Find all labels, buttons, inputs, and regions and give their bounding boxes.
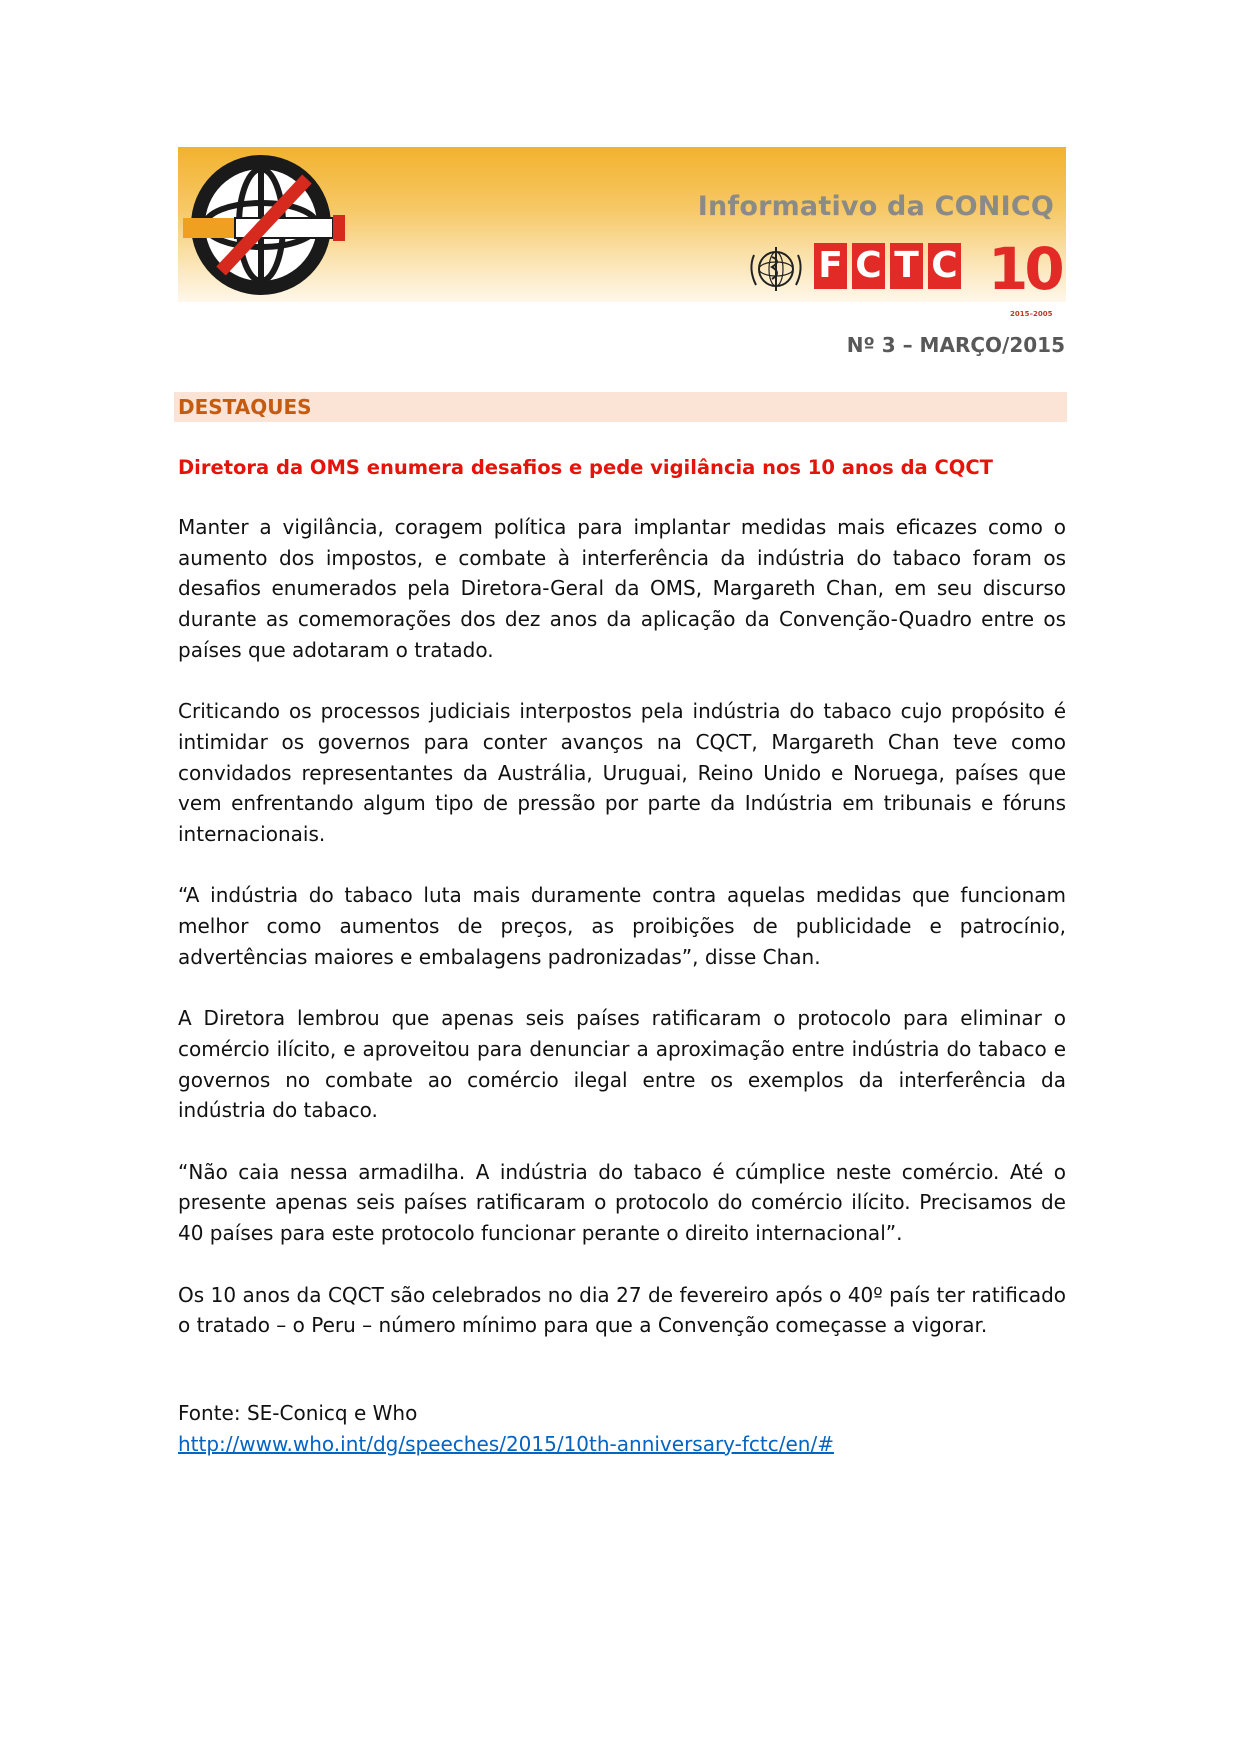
fctc-letter: C (852, 243, 885, 289)
banner-title: Informativo da CONICQ (697, 191, 1054, 222)
article-paragraph: “A indústria do tabaco luta mais duramente contra aquelas medidas que funcionam melhor como aumentos de preços, as proibições de publicidade e patrocínio, advertências maiores e embalagens padronizadas”, disse Chan. (178, 883, 1066, 969)
article-paragraph: Manter a vigilância, coragem política para implantar medidas mais eficazes como o aumento dos impostos, e combate à interferência da indústria do tabaco foram os desafios enumerados pela Diretora-Geral da OMS, Margareth Chan, em seu discurso durante as comemorações dos dez anos da aplicação da Convenção-Quadro entre os países que adotaram o tratado. (178, 515, 1066, 662)
article-headline: Diretora da OMS enumera desafios e pede vigilância nos 10 anos da CQCT (178, 456, 993, 479)
fctc-letter: C (928, 243, 961, 289)
article-body (178, 512, 1066, 1372)
who-emblem-icon (746, 245, 806, 295)
section-label: DESTAQUES (178, 395, 312, 419)
source-label: Fonte: SE-Conicq e Who (178, 1401, 418, 1425)
fctc-logo (814, 243, 961, 289)
article-paragraph: Criticando os processos judiciais interpostos pela indústria do tabaco cujo propósito é intimidar os governos para conter avanços na CQCT, Margareth Chan teve como convidados representantes da Austrália, Uruguai, Reino Unido e Noruega, países que vem enfrentando algum tipo de pressão por parte da Indústria em tribunais e fóruns internacionais. (178, 699, 1066, 847)
fctc-letter: F (814, 243, 847, 289)
source-link[interactable]: http://www.who.int/dg/speeches/2015/10th-anniversary-fctc/en/# (178, 1431, 834, 1456)
fctc-anniversary-number: 10 (988, 235, 1061, 303)
article-paragraph: “Não caia nessa armadilha. A indústria do tabaco é cúmplice neste comércio. Até o presente apenas seis países ratificaram o protocolo do comércio ilícito. Precisamos de 40 países para este protocolo funcionar perante o direito internacional”. (178, 1159, 1066, 1246)
fctc-letter: T (890, 243, 923, 289)
section-header (174, 392, 1067, 422)
newsletter-banner (178, 147, 1066, 318)
issue-number: Nº 3 – MARÇO/2015 (846, 333, 1065, 357)
article-source (178, 1398, 834, 1459)
article-paragraph: A Diretora lembrou que apenas seis países ratificaram o protocolo para eliminar o comércio ilícito, e aproveitou para denunciar a aproximação entre indústria do tabaco e governos no combate ao comércio ilegal entre os exemplos da interferência da indústria do tabaco. (178, 1006, 1066, 1123)
no-smoking-globe-icon (181, 149, 351, 299)
article-paragraph: Os 10 anos da CQCT são celebrados no dia 27 de fevereiro após o 40º país ter ratificado o tratado – o Peru – número mínimo para que a Convenção começasse a vigorar. (178, 1282, 1066, 1338)
fctc-years: 2015–2005 (1010, 310, 1053, 318)
